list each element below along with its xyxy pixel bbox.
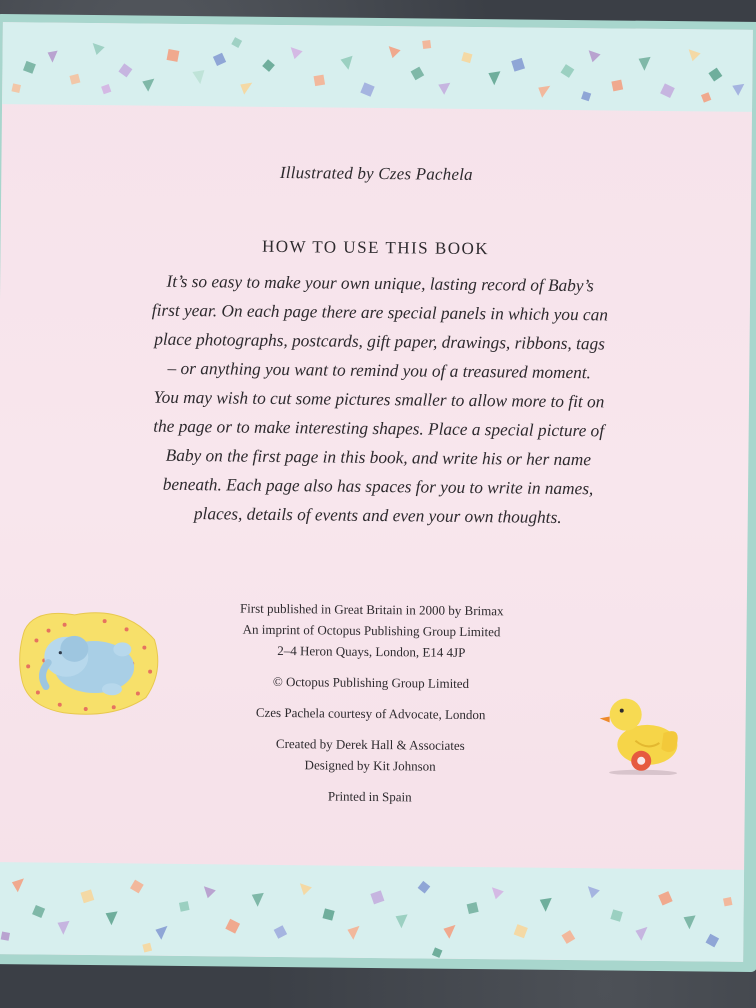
how-to-line: You may wish to cut some pictures smaller to allow more to fit on — [153, 387, 605, 412]
how-to-line: the page or to make interesting shapes. Place a special picture of — [153, 416, 605, 441]
how-to-line: beneath. Each page also has spaces for you to write in names, — [162, 474, 594, 499]
publication-line: First published in Great Britain in 2000 by Brimax — [239, 600, 504, 619]
book-page — [0, 22, 753, 962]
courtesy-line: Czes Pachela courtesy of Advocate, London — [255, 704, 486, 723]
how-to-line: It’s so easy to make your own unique, lasting record of Baby’s — [166, 271, 594, 296]
designed-by-line: Designed by Kit Johnson — [304, 757, 436, 774]
confetti-pattern-top — [2, 22, 753, 112]
how-to-line: first year. On each page there are special panels in which you can — [151, 300, 609, 325]
created-by-line: Created by Derek Hall & Associates — [275, 735, 465, 753]
elephant-illustration — [14, 600, 165, 722]
duck-illustration — [595, 684, 686, 775]
book — [0, 14, 756, 972]
illustrator-credit: Illustrated by Czes Pachela — [279, 162, 473, 184]
address-line: 2–4 Heron Quays, London, E14 4JP — [277, 642, 466, 660]
how-to-line: Baby on the first page in this book, and write his or her name — [165, 445, 592, 470]
how-to-line: places, details of events and even your own thoughts. — [193, 504, 562, 527]
how-to-line: – or anything you want to remind you of a treasured moment. — [167, 358, 592, 383]
how-to-line: place photographs, postcards, gift paper, drawings, ribbons, tags — [154, 329, 605, 354]
imprint-line: An imprint of Octopus Publishing Group Limited — [242, 621, 501, 640]
confetti-border-top — [2, 22, 753, 112]
how-to-body — [108, 266, 651, 533]
confetti-border-bottom — [0, 862, 744, 962]
printed-in-line: Printed in Spain — [327, 788, 412, 805]
copyright-line: © Octopus Publishing Group Limited — [272, 673, 470, 691]
confetti-pattern-bottom — [0, 862, 744, 962]
how-to-title: HOW TO USE THIS BOOK — [261, 236, 490, 259]
